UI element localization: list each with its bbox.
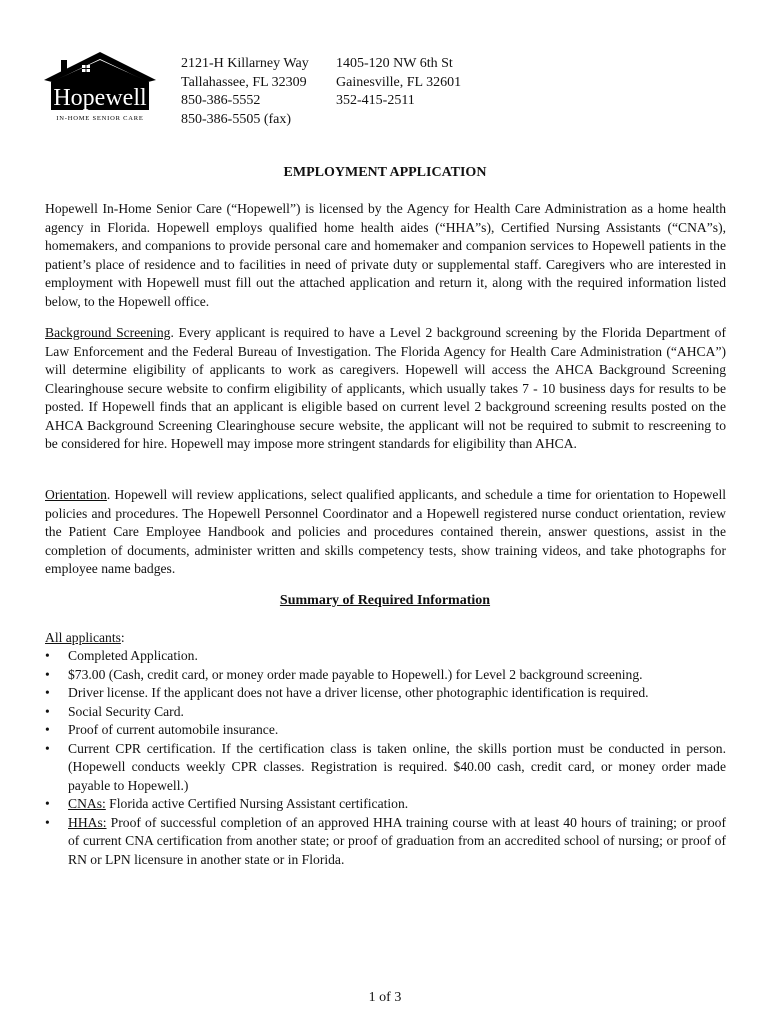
requirement-text: Social Security Card. — [68, 703, 184, 719]
tallahassee-address — [181, 55, 309, 129]
requirement-text: $73.00 (Cash, credit card, or money order made payable to Hopewell.) for Level 2 background screening. — [68, 666, 643, 682]
bullet-icon: • — [45, 685, 50, 700]
intro-paragraph: Hopewell In-Home Senior Care (“Hopewell”) is licensed by the Agency for Health Care Administration as a home health agency in Florida. Hopewell employs qualified home health aides (“HHA”s), Certified Nursing Assistants (“CNA”s), homemakers, and companions to provide personal care and homemaker and companion services to Hopewell patients in the patient’s place of residence and to facilities in need of private duty or supplemental staff. Caregivers who are interested in employment with Hopewell must fill out the attached application and return it, along with the required information listed below, to the Hopewell office. — [45, 201, 726, 309]
background-screening-heading: Background Screening — [45, 325, 171, 340]
list-item — [45, 684, 726, 703]
phone-number: 850-386-5552 — [181, 93, 261, 108]
all-applicants-label: All applicants — [45, 630, 121, 645]
list-item — [45, 666, 726, 685]
hopewell-logo — [44, 52, 156, 124]
bullet-icon: • — [45, 814, 50, 830]
list-item — [45, 814, 726, 870]
bullet-icon: • — [45, 740, 50, 756]
all-applicants-colon: : — [120, 630, 125, 645]
background-screening-text: . Every applicant is required to have a Level 2 background screening by the Florida Department of Law Enforcement and the Federal Bureau of Investigation. The Florida Agency for Health Care Administration (“AHCA”) will determine eligibility of applicants to work as caregivers. Hopewell will access the AHCA Background Screening Clearinghouse secure website to confirm eligibility of applicants, which usually takes 7 - 10 business days for results to be posted. If Hopewell finds that an applicant is eligible based on current level 2 background screening results posted on the AHCA Background Screening Clearinghouse secure website, the applicant will not be required to submit to rescreening to be considered for hire. Hopewell may impose more stringent standards for eligibility than AHCA. — [45, 325, 726, 451]
requirement-text: Current CPR certification. If the certification class is taken online, the skills portion must be conducted in person. (Hopewell conducts weekly CPR classes. Registration is required. $40.00 cash, credit card, or money order made payable to Hopewell.) — [68, 740, 726, 793]
list-item — [45, 647, 726, 666]
address-line: 2121-H Killarney Way — [181, 56, 309, 71]
phone-number: 352-415-2511 — [336, 93, 415, 108]
document-title: EMPLOYMENT APPLICATION — [283, 165, 487, 180]
requirement-text: Completed Application. — [68, 648, 198, 663]
bullet-icon: • — [45, 796, 50, 811]
orientation-paragraph — [45, 486, 726, 579]
summary-title: Summary of Required Information — [279, 593, 491, 608]
list-item — [45, 703, 726, 722]
address-line: Tallahassee, FL 32309 — [181, 74, 307, 90]
fax-number: 850-386-5505 (fax) — [181, 111, 292, 127]
address-line: 1405-120 NW 6th St — [336, 56, 453, 71]
address-line: Gainesville, FL 32601 — [336, 74, 462, 90]
logo-tagline: IN-HOME SENIOR CARE — [56, 115, 144, 122]
requirements-list — [45, 647, 726, 869]
requirement-text: Driver license. If the applicant does not have a driver license, other photographic identification is required. — [68, 685, 649, 700]
bullet-icon: • — [45, 703, 50, 719]
list-item — [45, 795, 726, 814]
orientation-text: . Hopewell will review applications, select qualified applicants, and schedule a time for orientation to Hopewell policies and procedures. The Hopewell Personnel Coordinator and a Hopewell registered nurse conduct orientation, review the Patient Care Employee Handbook and policies and procedures contained therein, answer questions, assist in the completion of documents, administer written and skills competency tests, show training videos, and take photographs for employee name badges. — [45, 487, 726, 576]
requirement-label: HHAs: — [68, 814, 107, 830]
requirement-text: Proof of successful completion of an approved HHA training course with at least 40 hours of training; or proof of current CNA certification from another state; or proof of graduation from an accredited school of nursing; or proof of RN or LPN licensure in another state or in Florida. — [68, 814, 726, 867]
list-item — [45, 740, 726, 796]
list-item — [45, 721, 726, 740]
all-applicants-heading — [45, 629, 125, 648]
orientation-heading: Orientation — [45, 487, 107, 502]
bullet-icon: • — [45, 666, 50, 682]
requirement-label: CNAs: — [68, 796, 106, 811]
requirement-text: Proof of current automobile insurance. — [68, 722, 279, 737]
logo-name: Hopewell — [53, 85, 147, 111]
page-number: 1 of 3 — [368, 990, 402, 1005]
bullet-icon: • — [45, 648, 50, 663]
gainesville-address — [336, 55, 461, 111]
bullet-icon: • — [45, 722, 50, 737]
background-screening-paragraph — [45, 324, 726, 454]
requirement-text: Florida active Certified Nursing Assistant certification. — [105, 796, 409, 811]
